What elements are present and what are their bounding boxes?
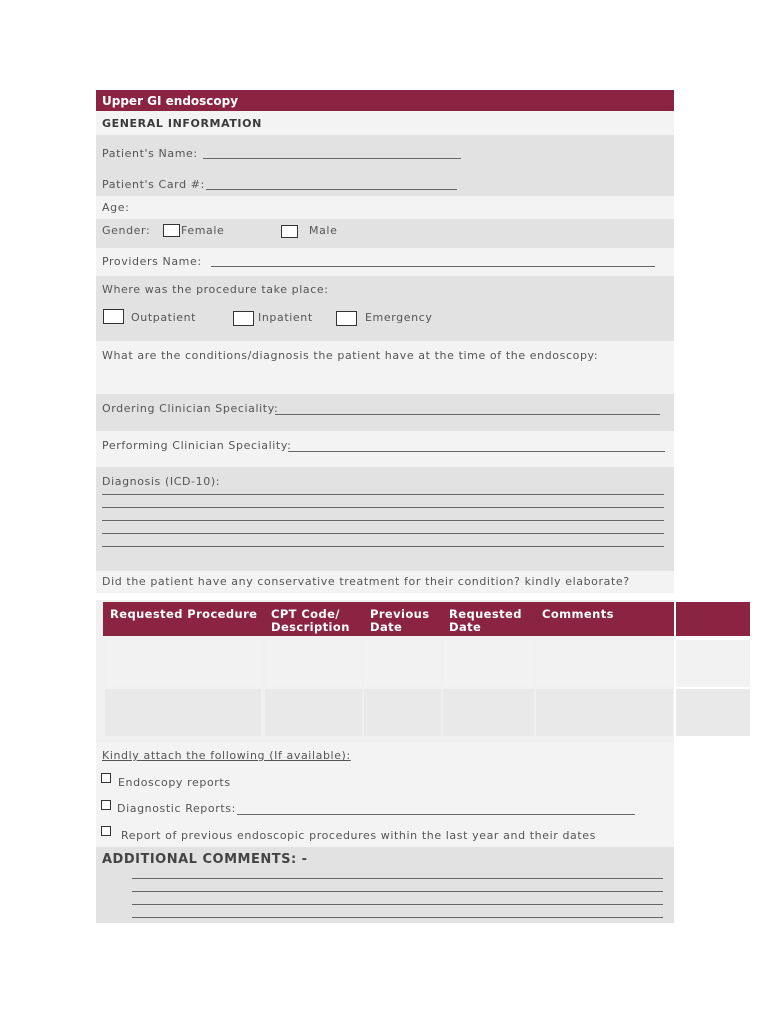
table-cell[interactable] [443, 689, 534, 736]
providers-name-label: Providers Name: [102, 255, 202, 268]
male-option-label: Male [309, 224, 338, 237]
table-cell[interactable] [105, 689, 261, 736]
diagnosis-line[interactable] [102, 520, 664, 521]
age-row [96, 196, 674, 219]
attachments-heading: Kindly attach the following (If available): [102, 749, 351, 762]
diagnostic-reports-field[interactable] [237, 814, 635, 815]
patient-info-block [96, 135, 674, 196]
endoscopy-form [96, 90, 674, 593]
conservative-treatment-question: Did the patient have any conservative treatment for their condition? kindly elaborate? [102, 575, 630, 588]
conservative-treatment-row [96, 571, 674, 593]
th-comments: Comments [542, 607, 614, 621]
procedure-place-block [96, 276, 674, 341]
table-cell[interactable] [676, 689, 750, 736]
diagnosis-line[interactable] [102, 546, 664, 547]
patient-name-label: Patient's Name: [102, 147, 198, 160]
ordering-clinician-row [96, 394, 674, 431]
emergency-label: Emergency [365, 311, 433, 324]
ordering-clinician-field[interactable] [275, 414, 660, 415]
comment-line[interactable] [132, 891, 663, 892]
previous-procedures-label: Report of previous endoscopic procedures within the last year and their dates [121, 829, 597, 842]
table-cell[interactable] [265, 689, 362, 736]
inpatient-checkbox[interactable] [233, 311, 254, 326]
additional-comments-block [96, 847, 674, 923]
female-option-label: Female [181, 224, 225, 237]
gender-label: Gender: [102, 224, 151, 237]
procedure-place-question: Where was the procedure take place: [102, 283, 329, 296]
diagnosis-block [96, 467, 674, 571]
inpatient-label: Inpatient [258, 311, 313, 324]
diagnosis-line[interactable] [102, 507, 664, 508]
comment-line[interactable] [132, 878, 663, 879]
patient-card-field[interactable] [206, 189, 457, 190]
general-info-heading: GENERAL INFORMATION [102, 117, 262, 130]
female-checkbox[interactable] [163, 224, 180, 237]
performing-clinician-row [96, 431, 674, 467]
attachments-block [96, 743, 674, 847]
table-cell[interactable] [105, 640, 261, 687]
table-cell[interactable] [364, 640, 441, 687]
conditions-question: What are the conditions/diagnosis the patient have at the time of the endoscopy: [102, 349, 599, 362]
diagnosis-line[interactable] [102, 533, 664, 534]
diagnosis-line[interactable] [102, 494, 664, 495]
table-cell[interactable] [265, 640, 362, 687]
gender-row [96, 219, 674, 248]
th-previous-date: Previous Date [370, 607, 430, 634]
diagnostic-reports-label: Diagnostic Reports: [117, 802, 236, 815]
emergency-checkbox[interactable] [336, 311, 357, 326]
performing-clinician-label: Performing Clinician Speciality: [102, 439, 292, 452]
th-requested-procedure: Requested Procedure [110, 607, 258, 621]
comment-line[interactable] [132, 917, 663, 918]
table-cell[interactable] [536, 689, 673, 736]
diagnostic-reports-checkbox[interactable] [101, 800, 111, 810]
general-info-row [96, 111, 674, 135]
providers-row [96, 248, 674, 276]
male-checkbox[interactable] [281, 225, 298, 238]
form-title: Upper GI endoscopy [96, 90, 674, 111]
table-cell[interactable] [364, 689, 441, 736]
performing-clinician-field[interactable] [288, 451, 665, 452]
th-requested-date: Requested Date [449, 607, 522, 634]
ordering-clinician-label: Ordering Clinician Speciality: [102, 402, 279, 415]
patient-card-label: Patient's Card #: [102, 178, 205, 191]
conditions-block [96, 341, 674, 394]
table-header-extra [676, 602, 750, 636]
age-label: Age: [102, 201, 130, 214]
additional-comments-heading: ADDITIONAL COMMENTS: - [102, 852, 308, 867]
endoscopy-reports-checkbox[interactable] [101, 773, 111, 783]
outpatient-label: Outpatient [131, 311, 197, 324]
diagnosis-label: Diagnosis (ICD-10): [102, 475, 221, 488]
endoscopy-reports-label: Endoscopy reports [118, 776, 231, 789]
providers-name-field[interactable] [211, 266, 655, 267]
th-cpt-code: CPT Code/ Description [271, 607, 350, 634]
table-cell[interactable] [536, 640, 673, 687]
table-cell[interactable] [676, 640, 750, 687]
previous-procedures-checkbox[interactable] [101, 826, 111, 836]
table-cell[interactable] [443, 640, 534, 687]
comment-line[interactable] [132, 904, 663, 905]
patient-name-field[interactable] [203, 158, 461, 159]
outpatient-checkbox[interactable] [103, 309, 124, 324]
